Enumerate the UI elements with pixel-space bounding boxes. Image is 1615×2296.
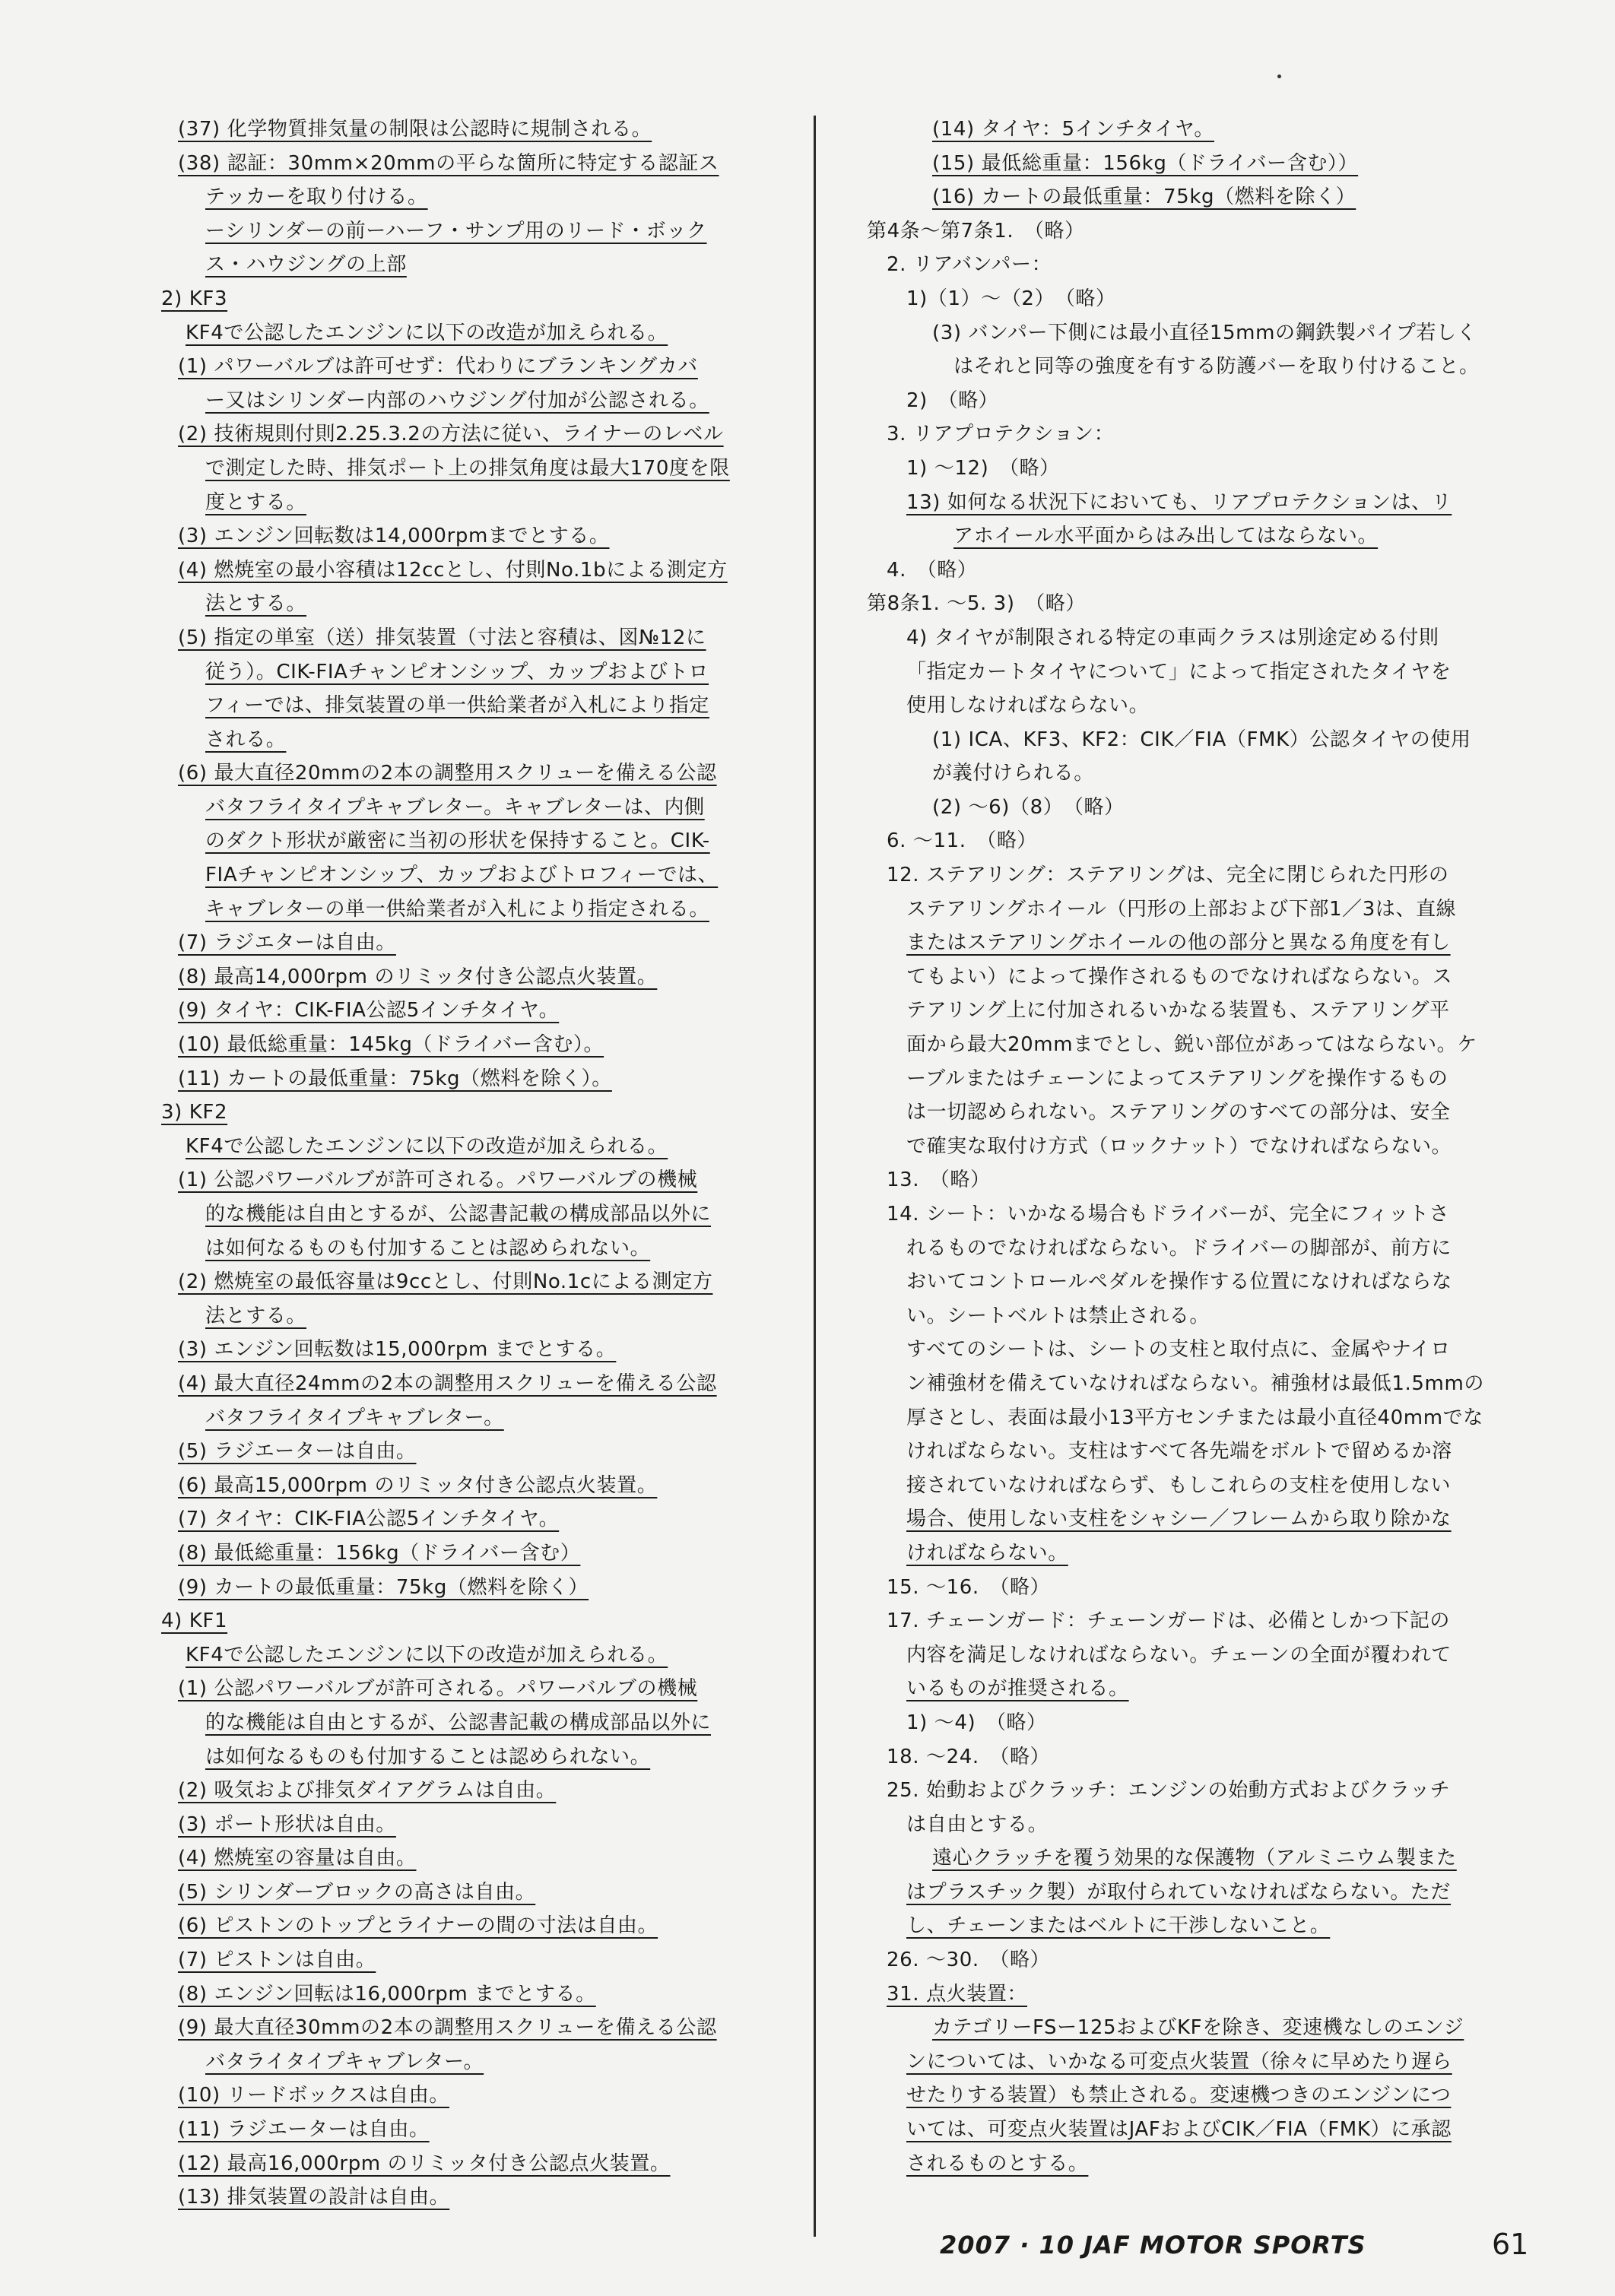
scan-dot [1277, 75, 1281, 78]
text-line: (2) 吸気および排気ダイアグラムは自由。 [178, 1779, 557, 1803]
text-line: 4) KF1 [161, 1609, 228, 1633]
text-line: 13) 如何なる状況下においても、リアプロテクションは、リ [906, 490, 1452, 514]
text-line: 遠心クラッチを覆う効果的な保護物（アルミニウム製また [932, 1847, 1457, 1870]
text-line: 2) （略） [906, 388, 999, 412]
text-line: 6. ～11. （略） [887, 829, 1038, 853]
text-line: (9) カートの最低重量：75kg（燃料を除く） [178, 1575, 589, 1599]
text-line: 25. 始動およびクラッチ：エンジンの始動方式およびクラッチ [887, 1779, 1451, 1803]
text-line: せたりする装置）も禁止される。変速機つきのエンジンにつ [906, 2084, 1452, 2107]
text-line: (37) 化学物質排気量の制限は公認時に規制される。 [178, 118, 652, 141]
text-line: (1) ICA、KF3、KF2：CIK／FIA（FMK）公認タイヤの使用 [932, 728, 1471, 751]
text-line: KF4で公認したエンジンに以下の改造が加えられる。 [186, 1134, 668, 1158]
text-line: (5) ラジエーターは自由。 [178, 1440, 417, 1464]
text-line: (3) エンジン回転数は15,000rpm までとする。 [178, 1338, 617, 1362]
text-line: されるものとする。 [906, 2152, 1089, 2175]
text-line: 面から最大20mmまでとし、鋭い部位があってはならない。ケ [906, 1033, 1477, 1057]
text-line: (9) タイヤ：CIK-FIA公認5インチタイヤ。 [178, 999, 560, 1023]
text-line: (4) 燃焼室の容量は自由。 [178, 1847, 417, 1870]
text-line: 18. ～24. （略） [887, 1745, 1051, 1768]
right-column [867, 113, 1536, 2180]
text-line: キャブレターの単一供給業者が入札により指定される。 [205, 897, 709, 921]
text-line: KF4で公認したエンジンに以下の改造が加えられる。 [186, 1643, 668, 1667]
text-line: ステアリングホイール（円形の上部および下部1／3は、直線 [906, 897, 1457, 921]
text-line: バタライタイプキャブレター。 [205, 2050, 484, 2073]
text-line: (9) 最大直径30mmの2本の調整用スクリューを備える公認 [178, 2016, 717, 2040]
text-line: アホイール水平面からはみ出してはならない。 [953, 525, 1379, 548]
text-line: (3) バンパー下側には最小直径15mmの鋼鉄製パイプ若しく [932, 321, 1477, 344]
text-line: ーブルまたはチェーンによってステアリングを操作するもの [906, 1067, 1448, 1090]
magazine-title: 2007 · 10 JAF MOTOR SPORTS [940, 2231, 1366, 2260]
text-line: 15. ～16. （略） [887, 1575, 1051, 1599]
text-line: 4. （略） [887, 558, 978, 582]
text-line: テッカーを取り付ける。 [205, 186, 428, 209]
text-line: (15) 最低総重量：156kg（ドライバー含む）） [932, 151, 1359, 175]
text-line: 法とする。 [205, 1304, 307, 1327]
text-line: (8) 最低総重量：156kg（ドライバー含む） [178, 1541, 581, 1565]
text-line: すべてのシートは、シートの支柱と取付点に、金属やナイロ [906, 1338, 1451, 1362]
text-line: (7) タイヤ：CIK-FIA公認5インチタイヤ。 [178, 1508, 560, 1531]
text-line: は自由とする。 [906, 1812, 1049, 1836]
text-line: 法とする。 [205, 592, 307, 616]
text-line: 4) タイヤが制限される特定の車両クラスは別途定める付則 [906, 626, 1439, 649]
text-line: は如何なるものも付加することは認められない。 [205, 1745, 651, 1768]
text-line: (8) 最高14,000rpm のリミッタ付き公認点火装置。 [178, 965, 658, 988]
text-line: (3) ポート形状は自由。 [178, 1812, 396, 1836]
text-line: 内容を満足しなければならない。チェーンの全面が覆われて [906, 1643, 1452, 1667]
text-line: カテゴリーFSー125およびKFを除き、変速機なしのエンジ [932, 2016, 1464, 2040]
text-line: 第4条～第7条1. （略） [867, 219, 1085, 243]
text-line: (2) ～6)（8） （略） [932, 795, 1125, 819]
text-line: いては、可変点火装置はJAFおよびCIK／FIA（FMK）に承認 [906, 2118, 1452, 2142]
left-column [135, 113, 780, 2215]
text-line: テアリング上に付加されるいかなる装置も、ステアリング平 [906, 999, 1450, 1023]
text-line: 2. リアバンパー： [887, 253, 1052, 277]
text-line: 1)（1）～（2） （略） [906, 287, 1116, 310]
text-line: (6) 最高15,000rpm のリミッタ付き公認点火装置。 [178, 1473, 658, 1497]
text-line: し、チェーンまたはベルトに干渉しないこと。 [906, 1914, 1331, 1938]
text-line: のダクト形状が厳密に当初の形状を保持すること。CIK- [205, 829, 710, 853]
text-line: ければならない。支柱はすべて各先端をボルトで留めるか溶 [906, 1440, 1452, 1464]
text-line: で測定した時、排気ポート上の排気角度は最大170度を限 [205, 456, 730, 480]
text-line: はプラスチック製）が取付られていなければならない。ただ [906, 1880, 1452, 1904]
text-line: 従う）。CIK-FIAチャンピオンシップ、カップおよびトロ [205, 660, 709, 683]
text-line: (1) パワーバルブは許可せず：代わりにブランキングカバ [178, 355, 698, 379]
text-line: 第8条1. ～5. 3) （略） [867, 592, 1086, 616]
text-line: 的な機能は自由とするが、公認書記載の構成部品以外に [205, 1711, 712, 1734]
text-line: フィーでは、排気装置の単一供給業者が入札により指定 [205, 694, 709, 718]
text-line: い。シートベルトは禁止される。 [906, 1304, 1210, 1327]
text-line: (11) カートの最低重量：75kg（燃料を除く）。 [178, 1067, 612, 1090]
text-line: (6) ピストンのトップとライナーの間の寸法は自由。 [178, 1914, 658, 1938]
text-line: 使用しなければならない。 [906, 694, 1150, 718]
text-line: (13) 排気装置の設計は自由。 [178, 2186, 450, 2209]
text-line: (16) カートの最低重量：75kg（燃料を除く） [932, 186, 1356, 209]
text-line: はそれと同等の強度を有する防護バーを取り付けること。 [953, 355, 1480, 379]
text-line: 3) KF2 [161, 1101, 228, 1124]
text-line: バタフライタイプキャブレター。 [205, 1406, 504, 1429]
text-line: いるものが推奨される。 [906, 1677, 1129, 1701]
text-line: (1) 公認パワーバルブが許可される。パワーバルブの機械 [178, 1169, 698, 1192]
text-line: てもよい）によって操作されるものでなければならない。ス [906, 965, 1453, 988]
text-line: で確実な取付け方式（ロックナット）でなければならない。 [906, 1134, 1452, 1158]
text-line: 12. ステアリング：ステアリングは、完全に閉じられた円形の [887, 864, 1449, 887]
text-line: (38) 認証：30mm×20mmの平らな箇所に特定する認証ス [178, 151, 719, 175]
text-line: が義付けられる。 [932, 762, 1094, 785]
text-line: 「指定カートタイヤについて」によって指定されたタイヤを [906, 660, 1452, 683]
text-line: 接されていなければならず、もしこれらの支柱を使用しない [906, 1473, 1452, 1497]
text-line: (10) 最低総重量：145kg（ドライバー含む）。 [178, 1033, 604, 1057]
text-line: (14) タイヤ：5インチタイヤ。 [932, 118, 1214, 141]
text-line: ンについては、いかなる可変点火装置（徐々に早めたり遅ら [906, 2050, 1452, 2073]
text-line: (11) ラジエーターは自由。 [178, 2118, 430, 2142]
text-line: (5) シリンダーブロックの高さは自由。 [178, 1880, 536, 1904]
text-line: おいてコントロールペダルを操作する位置になければならな [906, 1270, 1452, 1294]
text-line: 13. （略） [887, 1169, 991, 1192]
text-line: (2) 燃焼室の最低容量は9ccとし、付則No.1cによる測定方 [178, 1270, 713, 1294]
text-line: ければならない。 [906, 1541, 1068, 1565]
text-line: 1) ～4) （略） [906, 1711, 1047, 1734]
text-line: (1) 公認パワーバルブが許可される。パワーバルブの機械 [178, 1677, 698, 1701]
text-line: (4) 最大直径24mmの2本の調整用スクリューを備える公認 [178, 1372, 717, 1395]
column-divider [814, 116, 816, 2237]
text-line: 厚さとし、表面は最小13平方センチまたは最小直径40mmでな [906, 1406, 1483, 1429]
text-line: 3. リアプロテクション： [887, 423, 1115, 446]
text-line: 17. チェーンガード：チェーンガードは、必備としかつ下記の [887, 1609, 1451, 1633]
text-line: ス・ハウジングの上部 [205, 253, 407, 277]
text-line: (12) 最高16,000rpm のリミッタ付き公認点火装置。 [178, 2152, 671, 2175]
text-line: ーシリンダーの前ーハーフ・サンプ用のリード・ボック [205, 219, 707, 243]
text-line: 26. ～30. （略） [887, 1949, 1051, 1972]
text-line: は一切認められない。ステアリングのすべての部分は、安全 [906, 1101, 1451, 1124]
text-line: (4) 燃焼室の最小容積は12ccとし、付則No.1bによる測定方 [178, 558, 728, 582]
text-line: ン補強材を備えていなければならない。補強材は最低1.5mmの [906, 1372, 1485, 1395]
text-line: 度とする。 [205, 490, 307, 514]
text-line: 1) ～12) （略） [906, 456, 1060, 480]
text-line: (3) エンジン回転数は14,000rpmまでとする。 [178, 525, 610, 548]
text-line: 31. 点火装置： [887, 1982, 1028, 2006]
text-line: FIAチャンピオンシップ、カップおよびトロフィーでは、 [205, 864, 719, 887]
text-line: (2) 技術規則付則2.25.3.2の方法に従い、ライナーのレベル [178, 423, 724, 446]
text-line: れるものでなければならない。ドライバーの脚部が、前方に [906, 1236, 1452, 1260]
text-line: (8) エンジン回転は16,000rpm までとする。 [178, 1982, 596, 2006]
text-line: される。 [205, 728, 287, 751]
text-line: (7) ラジエターは自由。 [178, 931, 396, 955]
text-line: 2) KF3 [161, 287, 228, 310]
text-line: バタフライタイプキャブレター。キャブレターは、内側 [205, 795, 705, 819]
text-line: (6) 最大直径20mmの2本の調整用スクリューを備える公認 [178, 762, 717, 785]
text-line: (5) 指定の単室（送）排気装置（寸法と容積は、図№12に [178, 626, 706, 649]
page-number: 61 [1492, 2228, 1529, 2261]
text-line: ー又はシリンダー内部のハウジング付加が公認される。 [205, 388, 709, 412]
text-line: 14. シート：いかなる場合もドライバーが、完全にフィットさ [887, 1203, 1450, 1226]
text-line: 場合、使用しない支柱をシャシー／フレームから取り除かな [906, 1508, 1452, 1531]
text-line: KF4で公認したエンジンに以下の改造が加えられる。 [186, 321, 668, 344]
text-line: 的な機能は自由とするが、公認書記載の構成部品以外に [205, 1203, 712, 1226]
text-line: (10) リードボックスは自由。 [178, 2084, 449, 2107]
text-line: またはステアリングホイールの他の部分と異なる角度を有し [906, 931, 1451, 955]
text-line: は如何なるものも付加することは認められない。 [205, 1236, 651, 1260]
text-line: (7) ピストンは自由。 [178, 1949, 376, 1972]
page-footer [940, 2228, 1529, 2261]
